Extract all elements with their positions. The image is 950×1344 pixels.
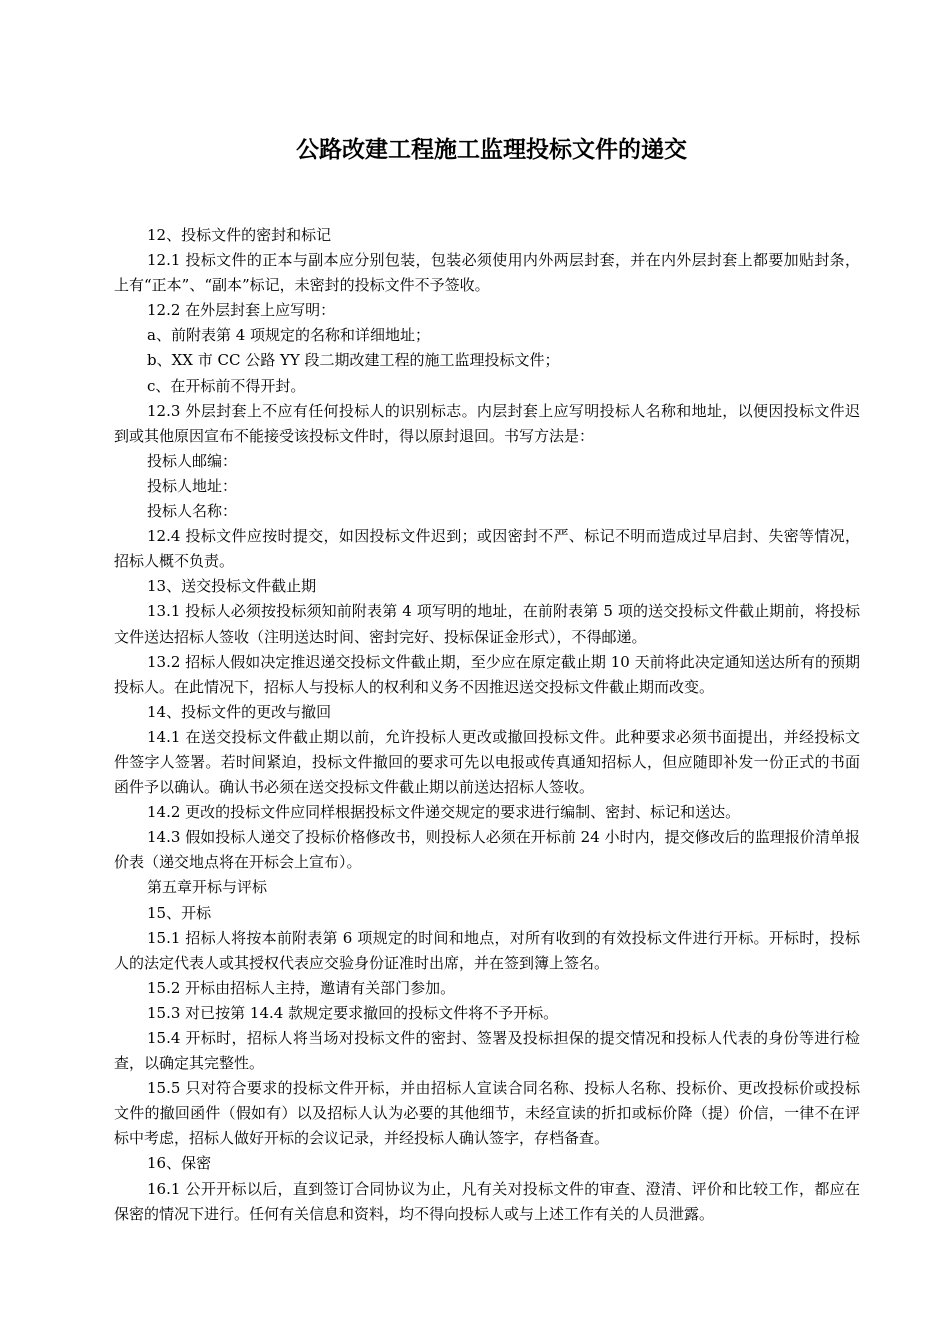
paragraph: a、前附表第 4 项规定的名称和详细地址； [147,326,431,345]
paragraph: 14.2 更改的投标文件应同样根据投标文件递交规定的要求进行编制、密封、标记和送达。 [147,803,741,822]
paragraph: 14.3 假如投标人递交了投标价格修改书，则投标人必须在开标前 24 小时内，提交修改后的监理报价清单报价表（递交地点将在开标会上宣布）。 [114,828,860,872]
paragraph: b、XX 市 CC 公路 YY 段二期改建工程的施工监理投标文件； [147,351,560,370]
paragraph: 12、投标文件的密封和标记 [147,226,332,244]
paragraph: 15、开标 [147,903,212,922]
paragraph: 投标人名称： [147,502,238,521]
title-container [0,133,950,167]
paragraph: 15.4 开标时，招标人将当场对投标文件的密封、签署及投标担保的提交情况和投标人代表的身份等进行检查，以确定其完整性。 [114,1029,860,1073]
paragraph: 投标人邮编： [147,451,238,470]
paragraph: 12.2 在外层封套上应写明： [147,301,336,320]
paragraph: 13.2 招标人假如决定推迟递交投标文件截止期，至少应在原定截止期 10 天前将此决定通知送达所有的预期投标人。在此情况下，招标人与投标人的权利和义务不因推迟送交投标文件截止期而改变。 [114,652,860,696]
paragraph: 第五章开标与评标 [147,878,268,897]
paragraph: 16.1 公开开标以后，直到签订合同协议为止，凡有关对投标文件的审查、澄清、评价和比较工作，都应在保密的情况下进行。任何有关信息和资料，均不得向投标人或与上述工作有关的人员泄露。 [114,1179,860,1223]
paragraph: 12.1 投标文件的正本与副本应分别包装，包装必须使用内外两层封套，并在内外层封套上都要加贴封条，上有“正本”、“副本”标记，未密封的投标文件不予签收。 [114,251,860,295]
paragraph: 13.1 投标人必须按投标须知前附表第 4 项写明的地址，在前附表第 5 项的送交投标文件截止期前，将投标文件送达招标人签收（注明送达时间、密封完好、投标保证金形式），不得邮递。 [114,602,860,646]
paragraph: 15.1 招标人将按本前附表第 6 项规定的时间和地点，对所有收到的有效投标文件进行开标。开标时，投标人的法定代表人或其授权代表应交验身份证准时出席，并在签到簿上签名。 [114,928,860,972]
paragraph: 14.1 在送交投标文件截止期以前，允许投标人更改或撤回投标文件。此种要求必须书面提出，并经投标文件签字人签署。若时间紧迫，投标文件撤回的要求可先以电报或传真通知招标人，但应随即补发一份正式的书面函件予以确认。确认书必须在送交投标文件截止期以前送达招标人签收。 [114,727,860,797]
paragraph: 15.3 对已按第 14.4 款规定要求撤回的投标文件将不予开标。 [147,1003,559,1022]
paragraph: 12.4 投标文件应按时提交，如因投标文件迟到；或因密封不严、标记不明而造成过早启封、失密等情况，招标人概不负责。 [114,527,860,571]
paragraph: c、在开标前不得开封。 [147,376,306,395]
paragraph: 13、送交投标文件截止期 [147,577,317,596]
paragraph: 12.3 外层封套上不应有任何投标人的识别标志。内层封套上应写明投标人名称和地址，以便因投标文件迟到或其他原因宣布不能接受该投标文件时，得以原封退回。书写方法是： [114,401,860,445]
document-title: 公路改建工程施工监理投标文件的递交 [296,136,687,163]
paragraph: 14、投标文件的更改与撤回 [147,702,332,721]
document-body [114,223,860,1227]
paragraph: 15.5 只对符合要求的投标文件开标，并由招标人宣读合同名称、投标人名称、投标价、更改投标价或投标文件的撤回函件（假如有）以及招标人认为必要的其他细节，未经宣读的折扣或标价降（提）价信，一律不在评标中考虑，招标人做好开标的会议记录，并经投标人确认签字，存档备查。 [114,1079,860,1148]
paragraph: 16、保密 [147,1154,212,1173]
paragraph: 投标人地址： [147,476,238,495]
paragraph: 15.2 开标由招标人主持，邀请有关部门参加。 [147,978,456,997]
